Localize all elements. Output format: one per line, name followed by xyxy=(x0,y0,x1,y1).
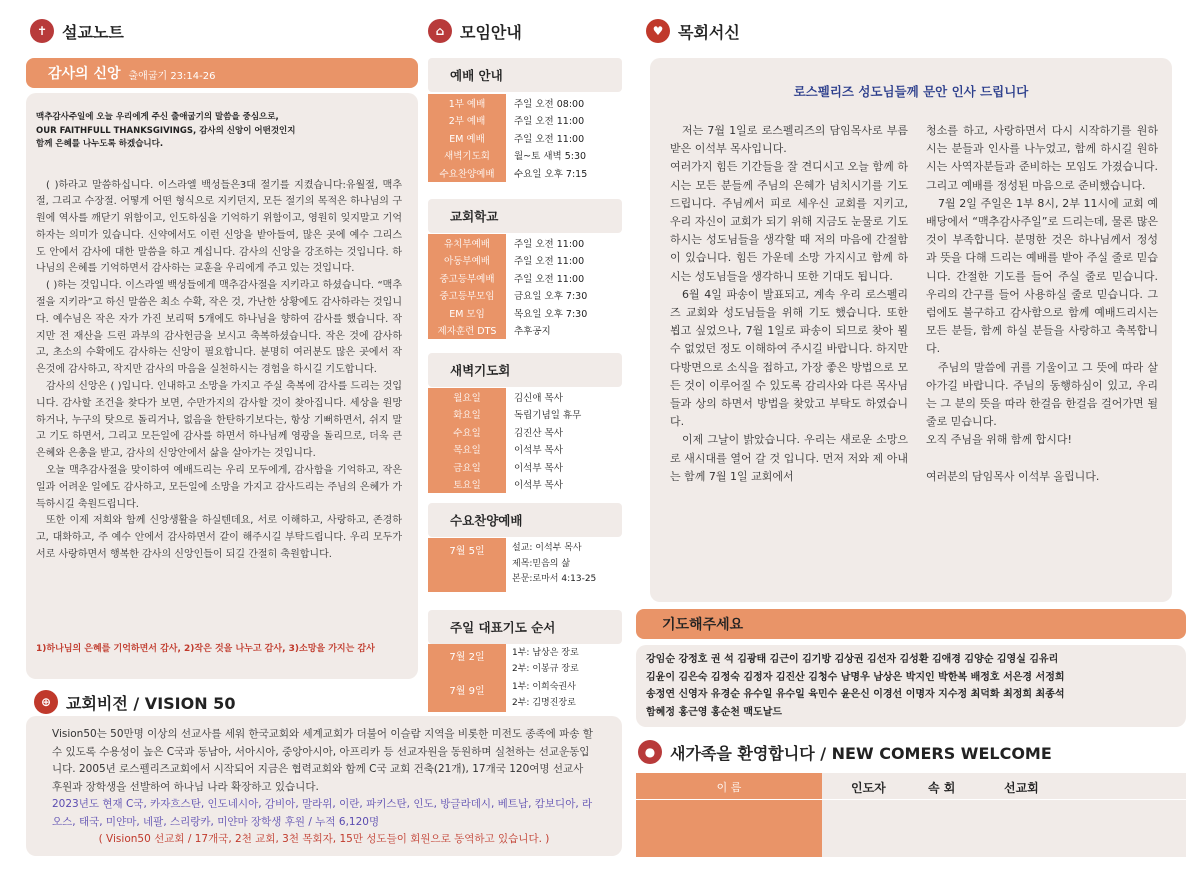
pastor-letter-col1 xyxy=(670,122,908,486)
letter-signature: 여러분의 담임목사 이석부 올립니다. xyxy=(926,469,1100,483)
prayer-leader-line: 1부: 이희숙권사 xyxy=(512,682,576,692)
dawn-row-label: 수요일 xyxy=(428,423,506,441)
prayer-leader-line: 1부: 남상은 장로 xyxy=(512,648,579,658)
sermon-panel xyxy=(26,93,418,679)
sermon-paragraph: 오늘 맥추감사절을 맞이하여 예배드리는 우리 모두에게, 감사함을 기억하고, 작은 일과 어려운 일에도 감사하고, 모든일에 소망을 가지고 감사드리는 주님의 은혜가 가득하시길 축원드립니다. xyxy=(36,465,402,510)
prayer-leader-line: 2부: 김명진장로 xyxy=(512,698,576,708)
prayer-names-line: 김윤이 김은숙 김정숙 김정자 김진산 김청수 남명우 남상은 박지인 박한복 배정호 서은경 서정희 xyxy=(646,671,1065,683)
sermon-header-label: 설교노트 xyxy=(62,22,124,42)
globe-icon: ⊕ xyxy=(34,690,58,714)
pastor-letter-col2 xyxy=(926,122,1158,486)
worship-row-value: 주일 오전 11:00 xyxy=(514,133,585,145)
school-row-label: 제자훈련 DTS xyxy=(428,322,506,340)
prayer-leaders-date: 7월 9일 xyxy=(428,678,506,712)
letter-paragraph: 6월 4일 파송이 발표되고, 계속 우리 로스펠리즈 교회와 성도님들을 위해 기도 했습니다. 또한 뵙고 싶었으나, 7월 1일로 파송이 되므로 찾아 뵐 수 없었던 정도 이해하여 주시길 바랍니다. 하지만 다방면으로 소식을 접하고, 가장 좋은 방법으로 모든 것이 이루어질 수 있도록 감리사와 다른 목사님들과 상의 하면서 방법을 찾았고 부탁도 하였습니다. xyxy=(670,287,908,429)
pastor-header-label: 목회서신 xyxy=(678,22,740,42)
worship-row xyxy=(428,164,622,182)
school-row-label: 아동부예배 xyxy=(428,252,506,270)
wednesday-line: 제목:믿음의 삶 xyxy=(512,558,571,569)
sermon-reference: 출애굽기 23:14-26 xyxy=(128,70,216,82)
school-row-value: 추후공지 xyxy=(514,326,551,338)
worship-row-label: EM 예배 xyxy=(428,129,506,147)
welcome-col-guide: 인도자 xyxy=(851,781,886,795)
sermon-title-bar xyxy=(26,58,418,88)
school-row xyxy=(428,234,622,252)
prayer-leaders-lines xyxy=(512,679,576,711)
wednesday-line: 설교: 이석부 목사 xyxy=(512,543,582,553)
school-row-value: 주일 오전 11:00 xyxy=(514,273,585,285)
worship-row-value: 월~토 새벽 5:30 xyxy=(514,151,587,163)
dawn-title: 새벽기도회 xyxy=(428,353,622,387)
school-row-value: 주일 오전 11:00 xyxy=(514,238,585,250)
dawn-row-label: 화요일 xyxy=(428,406,506,424)
worship-row xyxy=(428,112,622,130)
school-row xyxy=(428,269,622,287)
wednesday-line: 본문:로마서 4:13-25 xyxy=(512,574,597,584)
person-icon: ● xyxy=(638,740,662,764)
school-row-label: 중고등부모임 xyxy=(428,287,506,305)
letter-paragraph: 7월 2일 주일은 1부 8시, 2부 11시에 교회 예배당에서 “맥추감사주일”로 드리는데, 물론 많은 것이 부족합니다. 분명한 것은 하나님께서 정성과 뜻을 다해 드리는 예배를 받아 주실 줄로 믿습니다. 간절한 기도를 들어 주실 줄로 믿습니다. 우리의 간구를 들어 사용하실 줄로 믿습니다. 그럼에도 불구하고 감사함으로 함께 예배드리시는 모든 분들, 함께 하실 분들을 사랑하고 축복합니다. xyxy=(926,196,1158,356)
dawn-row xyxy=(428,388,622,406)
vision-header xyxy=(34,690,235,714)
prayer-leaders-date: 7월 2일 xyxy=(428,644,506,678)
vision-panel xyxy=(26,716,622,856)
school-row-value: 금요일 오후 7:30 xyxy=(514,291,588,303)
worship-row-label: 새벽기도회 xyxy=(428,147,506,165)
sermon-intro-line: OUR FAITHFULL THANKSGIVINGS, 감사의 신앙이 어떤것인지 xyxy=(36,125,296,136)
letter-paragraph: 오직 주님을 위해 함께 합시다! xyxy=(926,433,1072,447)
church-building-icon: ⌂ xyxy=(428,19,452,43)
worship-row-label: 1부 예배 xyxy=(428,94,506,112)
prayer-names-line: 함혜정 홍근영 홍순천 맥도날드 xyxy=(646,706,783,718)
dawn-row-value: 이석부 목사 xyxy=(514,445,563,457)
schedule-header xyxy=(428,19,522,43)
school-title: 교회학교 xyxy=(428,199,622,233)
school-row-value: 주일 오전 11:00 xyxy=(514,256,585,268)
welcome-header-label: 새가족을 환영합니다 / NEW COMERS WELCOME xyxy=(670,743,1052,763)
welcome-col-mission: 선교회 xyxy=(1004,781,1039,795)
welcome-table xyxy=(636,773,1186,857)
pastor-header xyxy=(646,19,740,43)
school-row xyxy=(428,322,622,340)
dawn-row-value: 이석부 목사 xyxy=(514,462,563,474)
dawn-row xyxy=(428,476,622,494)
schedule-header-label: 모임안내 xyxy=(460,22,522,42)
school-row-label: EM 모임 xyxy=(428,304,506,322)
sermon-intro-line: 맥추감사주일에 오늘 우리에게 주신 출애굽기의 말씀을 중심으로, xyxy=(36,112,279,122)
worship-row xyxy=(428,147,622,165)
prayer-names-panel xyxy=(636,645,1186,727)
worship-row-label: 수요찬양예배 xyxy=(428,164,506,182)
vision-footnote: ( Vision50 선교회 / 17개국, 2천 교회, 3천 목회자, 15만 성도들이 회원으로 동역하고 있습니다. ) xyxy=(98,833,550,845)
sermon-key-points: 1)하나님의 은혜를 기억하면서 감사, 2)작은 것을 나누고 감사, 3)소망을 가지는 감사 xyxy=(36,644,375,654)
wednesday-details xyxy=(512,541,596,588)
sermon-intro-line: 함께 은혜를 나누도록 하겠습니다. xyxy=(36,139,164,149)
prayer-names-line: 강임순 강정호 권 석 김광태 김근이 김기방 김상권 김선자 김성환 김애경 김양순 김영실 김유리 xyxy=(646,654,1059,665)
worship-row-value: 수요일 오후 7:15 xyxy=(514,168,588,180)
dawn-row-label: 목요일 xyxy=(428,441,506,459)
prayer-names-line: 송정연 신영자 유경순 유수일 유수일 육민수 윤은신 이경선 이명자 지수정 최덕화 최정희 최종석 xyxy=(646,689,1065,700)
letter-paragraph: 청소를 하고, 사랑하면서 다시 시작하기를 원하시는 분들과 인사를 나누었고, 함께 하시길 원하시는 사역자분들과 준비하는 모임도 가졌습니다. 그리고 예배를 정성된 마음으로 준비했습니다. xyxy=(926,124,1158,192)
worship-row xyxy=(428,129,622,147)
sermon-paragraph: 또한 이제 저희와 함께 신앙생활을 하실텐데요, 서로 이해하고, 사랑하고, 존경하고, 대화하고, 주 예수 안에서 감사하면서 같이 해주시길 부탁드립니다. 우리 모두가 서로 사랑하면서 행복한 감사의 신앙인들이 되길 간절히 축원합니다. xyxy=(36,515,402,561)
dawn-row-label: 월요일 xyxy=(428,388,506,406)
prayer-leader-line: 2부: 이봉규 장로 xyxy=(512,664,579,674)
sermon-paragraph: ( )하라고 말씀하십니다. 이스라엘 백성들은3대 절기를 지켰습니다:유월절, 맥추절, 그리고 수장절. 어떻게 어떤 형식으로 지키던지, 모든 절기의 목적은 하나님의 구원에 역사를 깨닫기 위함이고, 인도하심을 기억하기 위함이고, 영원히 잊지말고 기억하자는 의미가 있습니다. 신약에서도 이런 신앙을 받아들여, 많은 곳에 예수 그리스도 안에서 감사에 대한 말씀을 하고 계십니다. 감사의 신앙을 강조하는 것입니다. 하나님의 은혜를 기억하면서 감사하는 교훈을 우리에게 주고 있는 것입니다. xyxy=(36,179,402,275)
dawn-row xyxy=(428,423,622,441)
worship-row-value: 주일 오전 11:00 xyxy=(514,116,585,128)
dawn-row-label: 금요일 xyxy=(428,458,506,476)
vision-header-label: 교회비전 / VISION 50 xyxy=(66,693,236,713)
sermon-title: 감사의 신앙 xyxy=(48,66,121,82)
welcome-header xyxy=(638,740,1052,764)
sermon-paragraph: ( )하는 것입니다. 이스라엘 백성들에게 맥추감사절을 지키라고 하셨습니다. “맥추절을 지키라”고 하신 말씀은 최소 수확, 작은 것, 가난한 상황에도 감사하라는 것입니다. 예수님은 작은 자가 가진 보리떡 5개에도 하나님을 향하여 감사를 했습니다. 작지만 전 재산을 드린 과부의 감사헌금을 보시고 축복하셨습니다. 작은 것에 감사하고, 초소의 수확에도 감사하는 신앙이 필요합니다. 분명히 여러분도 많은 곳에서 작은것에 감사하고, 작지만 감사의 마음을 실천하시는 경험을 하시길 기도합니다. xyxy=(36,280,402,376)
dawn-row xyxy=(428,441,622,459)
wednesday-date: 7월 5일 xyxy=(428,538,506,592)
worship-row-label: 2부 예배 xyxy=(428,112,506,130)
dawn-row-value: 이석부 목사 xyxy=(514,480,563,492)
school-row-label: 중고등부예배 xyxy=(428,269,506,287)
letter-paragraph: 주님의 말씀에 귀를 기울이고 그 뜻에 따라 살아가길 바랍니다. 주님의 동행하심이 있고, 우리는 그 분의 뜻을 따라 한걸음 한걸음 걸어가면 될 줄로 믿습니다. xyxy=(926,360,1158,429)
sermon-paragraph: 감사의 신앙은 ( )입니다. 인내하고 소망을 가지고 주실 축복에 감사를 드리는 것입니다. 감사할 조건을 찾다가 보면, 수만가지의 감사할 것이 찾아집니다. 세상을 원망하거나, 누구의 탓으로 돌리거나, 없음을 한탄하기보다는, 항상 기뻐하면서, 쉬지 말고 기도 하면서, 그리고 모든일에 감사를 하면서 하나님께 영광을 돌리므로, 더욱 큰 은혜와 은총을 받고, 감사의 신앙안에서 삶을 살아가는 것입니다. xyxy=(36,381,402,460)
prayer-leaders-lines xyxy=(512,645,579,677)
sermon-intro xyxy=(36,111,402,152)
letter-paragraph: 이제 그날이 밝았습니다. 우리는 새로운 소망으로 새시대를 열어 갈 것 입니다. 먼저 저와 제 아내는 함께 7월 1일 교회에서 xyxy=(670,433,908,483)
worship-title: 예배 안내 xyxy=(428,58,622,92)
sermon-header xyxy=(30,19,124,43)
dawn-row xyxy=(428,458,622,476)
sermon-body xyxy=(36,178,402,564)
heart-icon: ♥ xyxy=(646,19,670,43)
prayer-leaders-title: 주일 대표기도 순서 xyxy=(428,610,622,644)
welcome-col-name: 이 름 xyxy=(716,781,742,794)
school-row-label: 유치부예배 xyxy=(428,234,506,252)
school-row xyxy=(428,304,622,322)
welcome-table-divider xyxy=(636,799,1186,800)
vision-highlight: 2023년도 현재 C국, 카자흐스탄, 인도네시아, 감비아, 말라위, 이란, 파키스탄, 인도, 방글라데시, 베트남, 캄보디아, 라오스, 태국, 미얀마, 네팔, 스리랑카, 미얀마 장학생 후원 / 누적 6,120명 xyxy=(52,798,593,828)
vision-text: Vision50는 50만명 이상의 선교사를 세워 한국교회와 세계교회가 더불어 이슬람 지역을 비롯한 미전도 종족에 파송 할 수 있도록 수용성이 높은 C국과 동남아, 서아시아, 중앙아시아, 아프리카 등 선교자원을 동원하며 실천하는 선교운동입니다. 2005년 로스펠리즈교회에서 시작되어 지금은 협력교회와 함께 C국 교회 건축(21개), 17개국 120여명 선교사 후원과 장학생을 선발하여 하나님 나라 확장하고 있습니다. xyxy=(52,728,593,793)
school-row xyxy=(428,287,622,305)
dawn-row-value: 독립기념일 휴무 xyxy=(514,410,582,422)
dawn-row-label: 토요일 xyxy=(428,476,506,494)
letter-paragraph: 여러가지 힘든 기간들을 잘 견디시고 오늘 함께 하시는 모든 분들께 주님의 은혜가 넘치시기를 기도 드립니다. 주님께서 피로 세우신 교회를 지키고, 우리 자신이 교회가 되기 위해 지금도 눈물로 기도 하시는 성도님들을 생각할 때 저의 마음에 간절함이 있습니다. 힘든 가운데 소망 가지시고 함께 하시는 성도님들을 생각하니 또한 기대도 됩니다. xyxy=(670,160,908,283)
dawn-row-value: 김신애 목사 xyxy=(514,392,563,404)
school-row-value: 목요일 오후 7:30 xyxy=(514,308,588,320)
church-logo-icon: ✝ xyxy=(30,19,54,43)
letter-paragraph: 저는 7월 1일로 로스펠리즈의 담임목사로 부름받은 이석부 목사입니다. xyxy=(670,124,908,156)
pastor-letter-title: 로스펠리즈 성도님들께 문안 인사 드립니다 xyxy=(793,84,1029,99)
dawn-row-value: 김진산 목사 xyxy=(514,427,563,439)
pastor-panel xyxy=(650,58,1172,602)
worship-row-value: 주일 오전 08:00 xyxy=(514,98,585,110)
prayer-header: 기도해주세요 xyxy=(636,609,1186,639)
dawn-row xyxy=(428,406,622,424)
school-row xyxy=(428,252,622,270)
wednesday-title: 수요찬양예배 xyxy=(428,503,622,537)
worship-row xyxy=(428,94,622,112)
welcome-col-cell: 속 회 xyxy=(928,781,956,795)
